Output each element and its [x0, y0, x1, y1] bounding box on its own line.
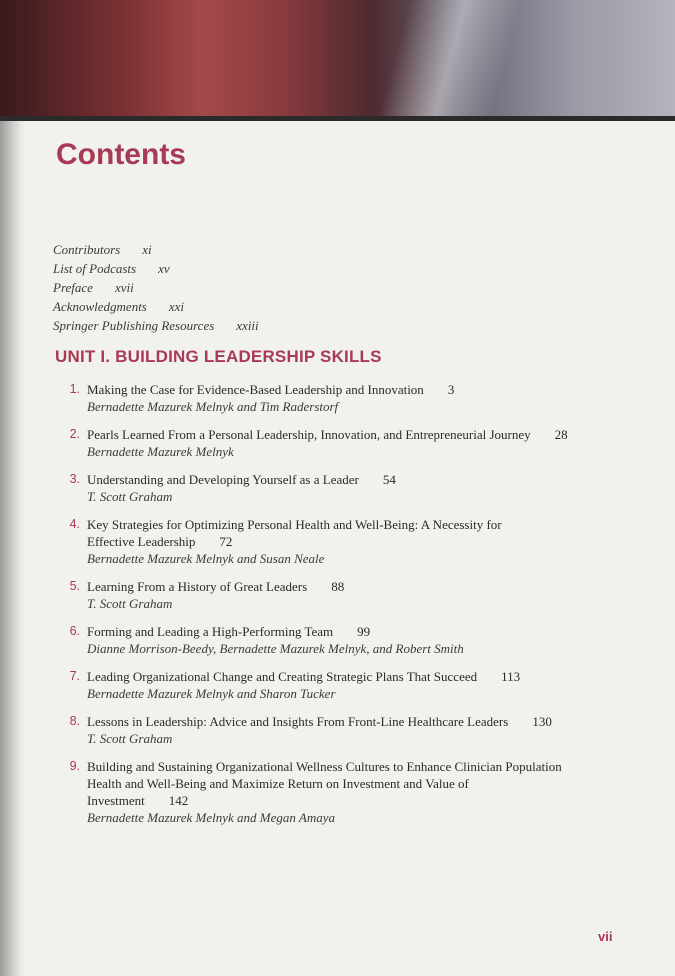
chapter-entry — [60, 381, 640, 415]
chapter-number: 1. — [69, 382, 80, 396]
front-matter-item — [53, 259, 259, 278]
front-matter-title: Springer Publishing Resources — [53, 318, 215, 333]
header-banner-image — [0, 0, 675, 116]
chapter-number: 8. — [69, 714, 80, 728]
chapter-title: Forming and Leading a High-Performing Team — [87, 624, 334, 639]
book-spine-shadow — [0, 0, 26, 976]
unit-heading: UNIT I. BUILDING LEADERSHIP SKILLS — [55, 347, 382, 366]
front-matter-title: Preface — [53, 280, 93, 295]
chapter-number: 7. — [69, 669, 80, 683]
chapter-authors: Bernadette Mazurek Melnyk and Tim Raderstorf — [87, 399, 339, 414]
chapter-authors: T. Scott Graham — [87, 731, 173, 746]
chapter-authors: T. Scott Graham — [87, 596, 173, 611]
page-title: Contents — [56, 138, 186, 171]
front-matter-item — [53, 316, 259, 335]
chapter-page: 142 — [168, 793, 189, 808]
chapter-entry — [60, 713, 640, 747]
front-matter-page: xv — [158, 261, 170, 276]
chapter-page: 72 — [219, 534, 233, 549]
chapter-page: 54 — [382, 472, 396, 487]
header-rule — [0, 116, 675, 121]
chapter-title: Key Strategies for Optimizing Personal Health and Well-Being: A Necessity for Effective Leadership — [87, 517, 502, 549]
front-matter-title: Acknowledgments — [53, 299, 147, 314]
chapter-page: 130 — [532, 714, 552, 729]
chapter-authors: Dianne Morrison-Beedy, Bernadette Mazurek Melnyk, and Robert Smith — [87, 641, 464, 656]
chapter-number: 3. — [69, 472, 80, 486]
chapter-title: Leading Organizational Change and Creating Strategic Plans That Succeed — [87, 669, 478, 684]
front-matter-title: Contributors — [53, 242, 121, 257]
chapter-title: Building and Sustaining Organizational Wellness Cultures to Enhance Clinician Population Health and Well-Being and Maximize Return on Investment and Value of Investment — [87, 759, 562, 808]
chapter-entry — [60, 668, 640, 702]
front-matter-item — [53, 297, 259, 316]
chapter-page: 88 — [331, 579, 345, 594]
page-number: vii — [598, 929, 613, 944]
chapter-entry — [60, 426, 640, 460]
chapter-authors: Bernadette Mazurek Melnyk and Sharon Tucker — [87, 686, 336, 701]
chapter-entry — [60, 623, 640, 657]
chapter-number: 9. — [69, 759, 80, 773]
chapter-page: 113 — [501, 669, 521, 684]
chapter-entry — [60, 516, 640, 567]
front-matter-item — [53, 240, 259, 259]
chapter-entry — [60, 471, 640, 505]
chapter-title: Lessons in Leadership: Advice and Insights From Front-Line Healthcare Leaders — [87, 714, 509, 729]
chapter-number: 6. — [69, 624, 80, 638]
chapter-title: Making the Case for Evidence-Based Leadership and Innovation — [87, 382, 424, 397]
chapter-authors: Bernadette Mazurek Melnyk and Susan Neale — [87, 551, 325, 566]
front-matter-list — [53, 240, 259, 335]
front-matter-page: xxiii — [236, 318, 259, 333]
chapter-entry — [60, 578, 640, 612]
front-matter-item — [53, 278, 259, 297]
chapter-title: Learning From a History of Great Leaders — [87, 579, 308, 594]
chapter-page: 99 — [357, 624, 371, 639]
chapter-page: 3 — [447, 382, 455, 397]
chapter-page: 28 — [554, 427, 568, 442]
chapter-title: Understanding and Developing Yourself as a Leader — [87, 472, 359, 487]
chapter-list — [60, 381, 640, 837]
chapter-authors: T. Scott Graham — [87, 489, 173, 504]
chapter-entry — [60, 758, 640, 826]
chapter-number: 2. — [69, 427, 80, 441]
chapter-title: Pearls Learned From a Personal Leadership, Innovation, and Entrepreneurial Journey — [87, 427, 531, 442]
chapter-authors: Bernadette Mazurek Melnyk and Megan Amaya — [87, 810, 336, 825]
front-matter-page: xi — [142, 242, 152, 257]
front-matter-page: xvii — [114, 280, 134, 295]
front-matter-page: xxi — [168, 299, 185, 314]
front-matter-title: List of Podcasts — [53, 261, 137, 276]
chapter-number: 5. — [69, 579, 80, 593]
chapter-number: 4. — [69, 517, 80, 531]
chapter-authors: Bernadette Mazurek Melnyk — [87, 444, 234, 459]
